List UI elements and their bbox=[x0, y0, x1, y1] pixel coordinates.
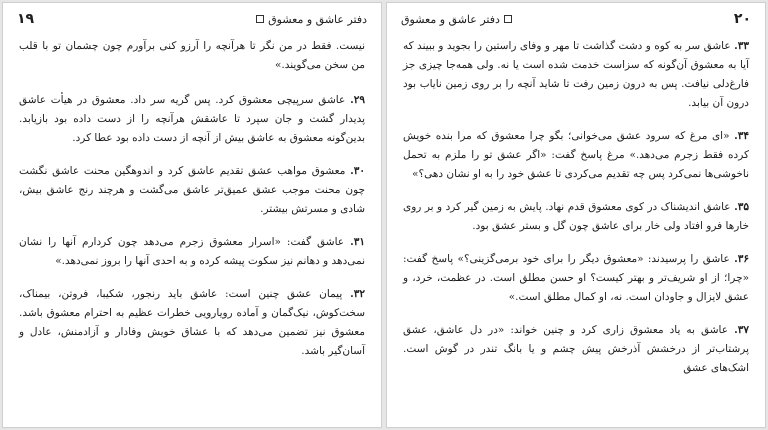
numbered-paragraph bbox=[403, 127, 749, 184]
page-body bbox=[19, 37, 365, 421]
paragraph-text: عاشق به یاد معشوق زاری کرد و چنین خواند: «در دل عاشق، عشق پرشتاب‌تر از درخشش آذرخش پیش چشم و یا بانگ تندر در گوش است. اشک‌های عشق bbox=[403, 324, 749, 374]
running-title-text: دفتر عاشق و معشوق bbox=[268, 12, 367, 26]
paragraph-text: معشوق مواهب عشق تقدیم عاشق کرد و اندوهگین محنت عاشق نگشت چون محنت موجب عشق عمیق‌تر عاشق می‌گشت و هرچند رنج عاشق بیش، شادی و مسرتش بیشتر. bbox=[19, 165, 365, 215]
paragraph-number: ۳۲. bbox=[350, 288, 365, 300]
numbered-paragraph bbox=[403, 198, 749, 236]
paragraph-number: ۳۶. bbox=[734, 253, 749, 265]
paragraph-number: ۳۰. bbox=[350, 165, 366, 177]
page-number: ۱۹ bbox=[17, 11, 35, 27]
paragraph-number: ۳۴. bbox=[734, 130, 749, 142]
numbered-paragraph bbox=[19, 233, 365, 271]
right-page bbox=[386, 2, 766, 428]
paragraph-text: عاشق اندیشناک در کوی معشوق قدم نهاد. پایش به زمین گیر کرد و بر روی خارها فرو افتاد ولی خار برای عاشق چون گل و بستر عشق بود. bbox=[403, 201, 749, 232]
page-body bbox=[403, 37, 749, 421]
running-title-text: دفتر عاشق و معشوق bbox=[401, 12, 500, 26]
paragraph-number: ۲۹. bbox=[350, 94, 365, 106]
running-head bbox=[17, 9, 367, 29]
paragraph-text: عاشق را پرسیدند: «معشوق دیگر را برای خود برمی‌گزینی؟» پاسخ گفت: «چرا؛ از او شریف‌تر و بهتر کیست؟ او حسن مطلق است. در عظمت، خرد، و عشق لایزال و جاودان است. نه، او کمال مطلق است.» bbox=[403, 253, 749, 303]
numbered-paragraph bbox=[403, 37, 749, 113]
paragraph-text: عاشق گفت: «اسرار معشوق زجرم می‌دهد چون کردارم آنها را نشان نمی‌دهد و دهانم نیز سکوت پیشه کرده و به احدی آنها را بروز نمی‌دهد.» bbox=[19, 236, 365, 267]
left-page bbox=[2, 2, 382, 428]
paragraph-text: پیمان عشق چنین است: عاشق باید رنجور، شکیبا، فروتن، بیمناک، سخت‌کوش، نیک‌گمان و آماده رویارویی خطرات عظیم به احترام معشوق باشد. معشوق نیز تضمین می‌دهد که با عشاق خویش وفادار و آزادمنش، عادل و آسان‌گیر باشد. bbox=[19, 288, 365, 357]
square-ornament-icon bbox=[256, 15, 264, 23]
square-ornament-icon bbox=[504, 15, 512, 23]
continued-paragraph: نیست. فقط در من نگر تا هرآنچه را آرزو کنی برآورم چون چشمان تو با قلب من سخن می‌گویند.» bbox=[19, 40, 366, 71]
page-number: ۲۰ bbox=[733, 11, 751, 27]
paragraph-number: ۳۷. bbox=[734, 324, 749, 336]
paragraph-text: عاشق سرپیچی معشوق کرد. پس گریه سر داد. معشوق در هیأت عاشق پدیدار گشت و جان سپرد تا عاشقش هرآنچه را از دست داده بود بازیابد. بدین‌گونه معشوق به عاشق بیش از آنچه از دست داده بود عطا کرد. bbox=[19, 94, 365, 144]
paragraph-number: ۳۳. bbox=[734, 40, 749, 52]
paragraph-number: ۳۵. bbox=[734, 201, 749, 213]
numbered-paragraph bbox=[19, 162, 365, 219]
running-title bbox=[256, 13, 367, 26]
numbered-paragraph bbox=[19, 91, 365, 148]
paragraph-text: عاشق سر به کوه و دشت گذاشت تا مهر و وفای راستین را بجوید و ببیند که آیا به معشوق آن‌گونه که سزاست خدمت شده است یا نه. ولی همه‌جا چیزی جز فارغ‌دلی نیافت. پس به درون زمین رفت تا شاید آنچه را بر روی زمین نایاب بود درون آن بیابد. bbox=[403, 40, 749, 109]
running-head bbox=[401, 9, 751, 29]
paragraph-number: ۳۱. bbox=[350, 236, 365, 248]
numbered-paragraph bbox=[403, 321, 749, 378]
numbered-paragraph bbox=[403, 250, 749, 307]
running-title bbox=[401, 13, 512, 26]
numbered-paragraph bbox=[19, 285, 365, 361]
paragraph-text: «ای مرغ که سرود عشق می‌خوانی؛ بگو چرا معشوق که مرا بنده خویش کرده فقط زجرم می‌دهد.» مرغ پاسخ گفت: «اگر عشق تو را ملزم به تحمل ناخوشی‌ها نمی‌کرد پس چه تقدیم می‌کردی تا عشق خود را به او نشان دهی؟» bbox=[403, 130, 749, 180]
